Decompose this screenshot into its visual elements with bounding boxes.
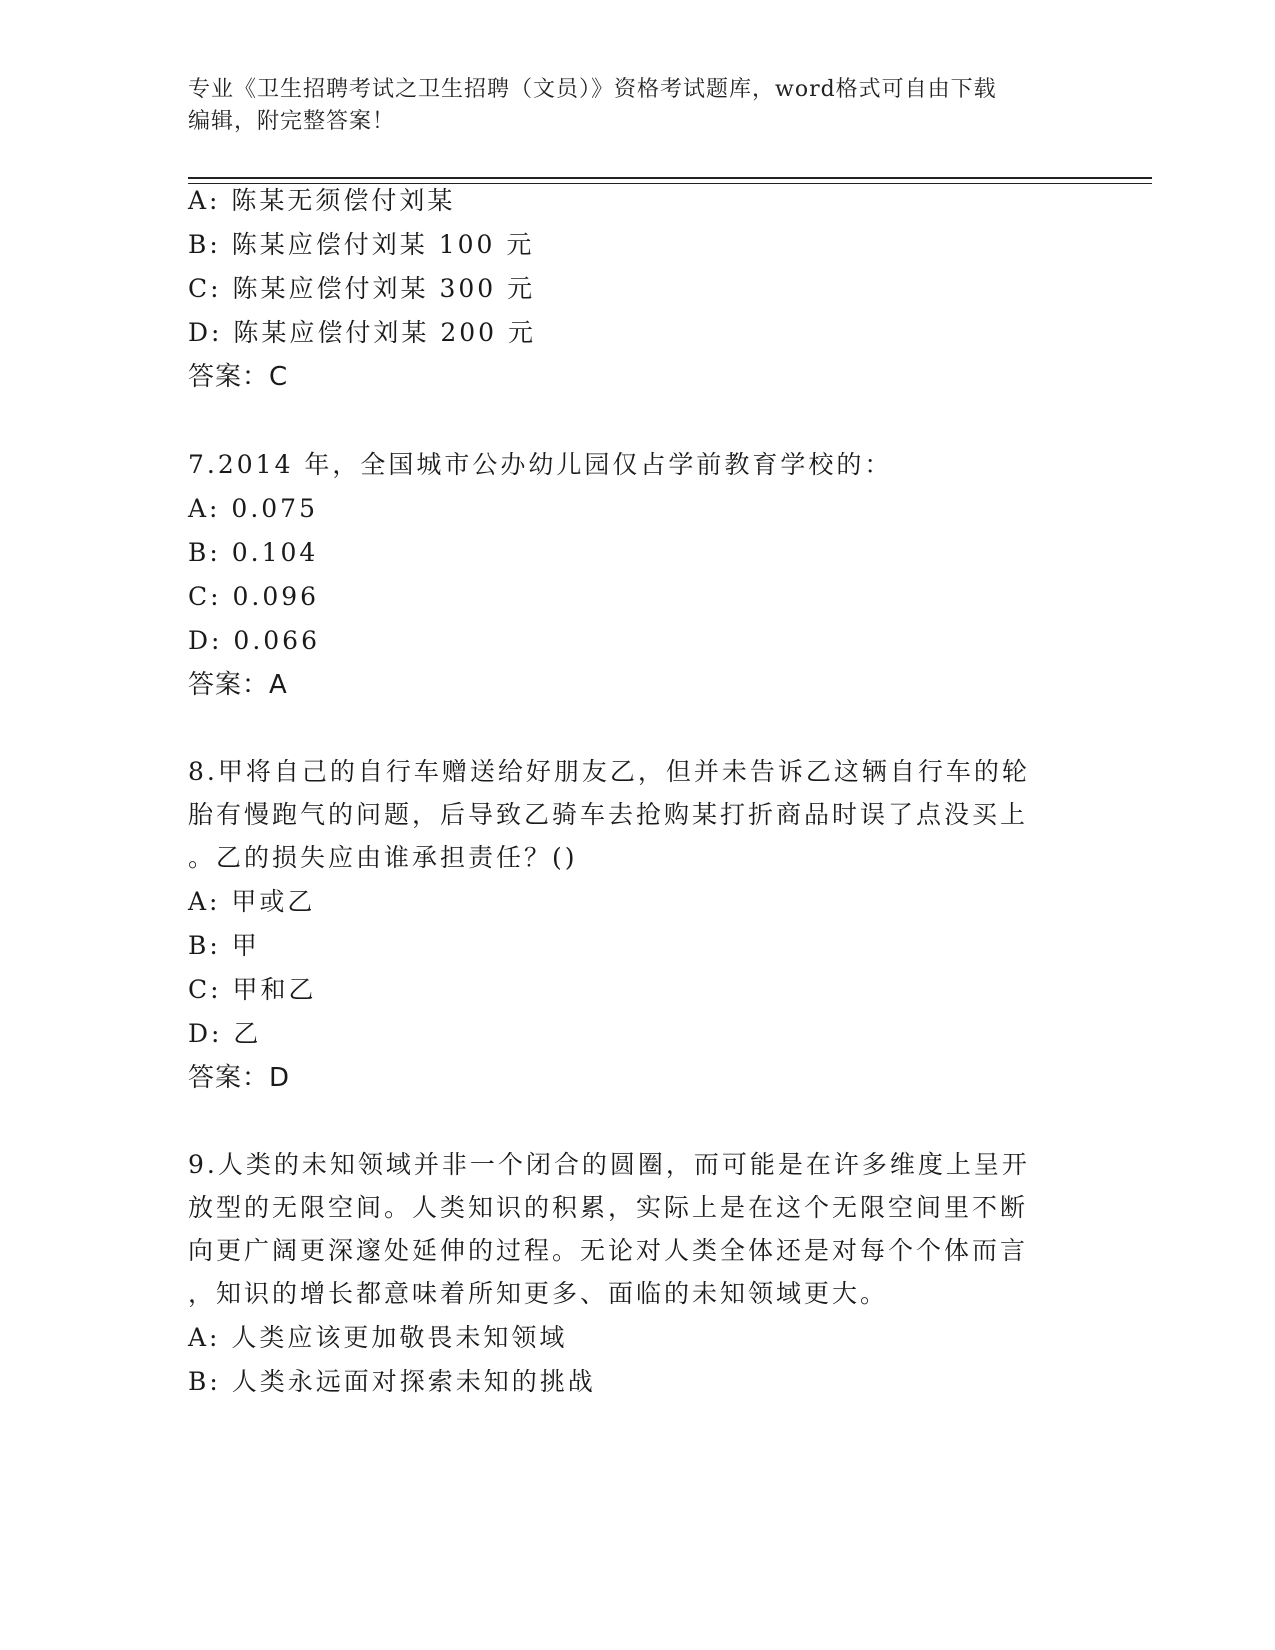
q8-stem-line-3: 。乙的损失应由谁承担责任？() (188, 843, 578, 872)
q9-option-b: B: 人类永远面对探索未知的挑战 (188, 1367, 596, 1396)
document-header (188, 74, 1088, 138)
q7-option-d: D: 0.066 (188, 626, 320, 655)
q7-stem-line-1: 7.2014 年，全国城市公办幼儿园仅占学前教育学校的： (188, 450, 893, 479)
header-line-2: 编辑，附完整答案！ (188, 109, 396, 134)
q7-answer: 答案：A (188, 670, 288, 700)
q8-stem-line-1: 8.甲将自己的自行车赠送给好朋友乙，但并未告诉乙这辆自行车的轮 (188, 757, 1030, 786)
q8-option-d: D: 乙 (188, 1019, 262, 1048)
q8-answer: 答案：D (188, 1063, 291, 1093)
q6-option-d: D: 陈某应偿付刘某 200 元 (188, 318, 537, 347)
q6-option-c: C: 陈某应偿付刘某 300 元 (188, 274, 536, 303)
header-line-1: 专业《卫生招聘考试之卫生招聘（文员）》资格考试题库，word格式可自由下载 (188, 77, 997, 102)
q9-stem-line-4: ，知识的增长都意味着所知更多、面临的未知领域更大。 (188, 1279, 889, 1308)
q8-stem-line-2: 胎有慢跑气的问题，后导致乙骑车去抢购某打折商品时误了点没买上 (188, 800, 1029, 829)
q8-option-a: A: 甲或乙 (188, 887, 316, 916)
q9-stem-line-2: 放型的无限空间。人类知识的积累，实际上是在这个无限空间里不断 (188, 1193, 1029, 1222)
q6-option-a: A: 陈某无须偿付刘某 (188, 186, 456, 215)
q7-option-b: B: 0.104 (188, 538, 319, 567)
header-divider-thick (188, 177, 1152, 179)
q8-option-b: B: 甲 (188, 931, 260, 960)
header-divider-thin (188, 183, 1152, 184)
q7-option-c: C: 0.096 (188, 582, 320, 611)
q6-answer: 答案：C (188, 362, 289, 392)
q9-stem-line-1: 9.人类的未知领域并非一个闭合的圆圈，而可能是在许多维度上呈开 (188, 1150, 1030, 1179)
q9-stem-line-3: 向更广阔更深邃处延伸的过程。无论对人类全体还是对每个个体而言 (188, 1236, 1029, 1265)
q6-option-b: B: 陈某应偿付刘某 100 元 (188, 230, 535, 259)
q7-option-a: A: 0.075 (188, 494, 318, 523)
q8-option-c: C: 甲和乙 (188, 975, 317, 1004)
q9-option-a: A: 人类应该更加敬畏未知领域 (188, 1323, 568, 1352)
